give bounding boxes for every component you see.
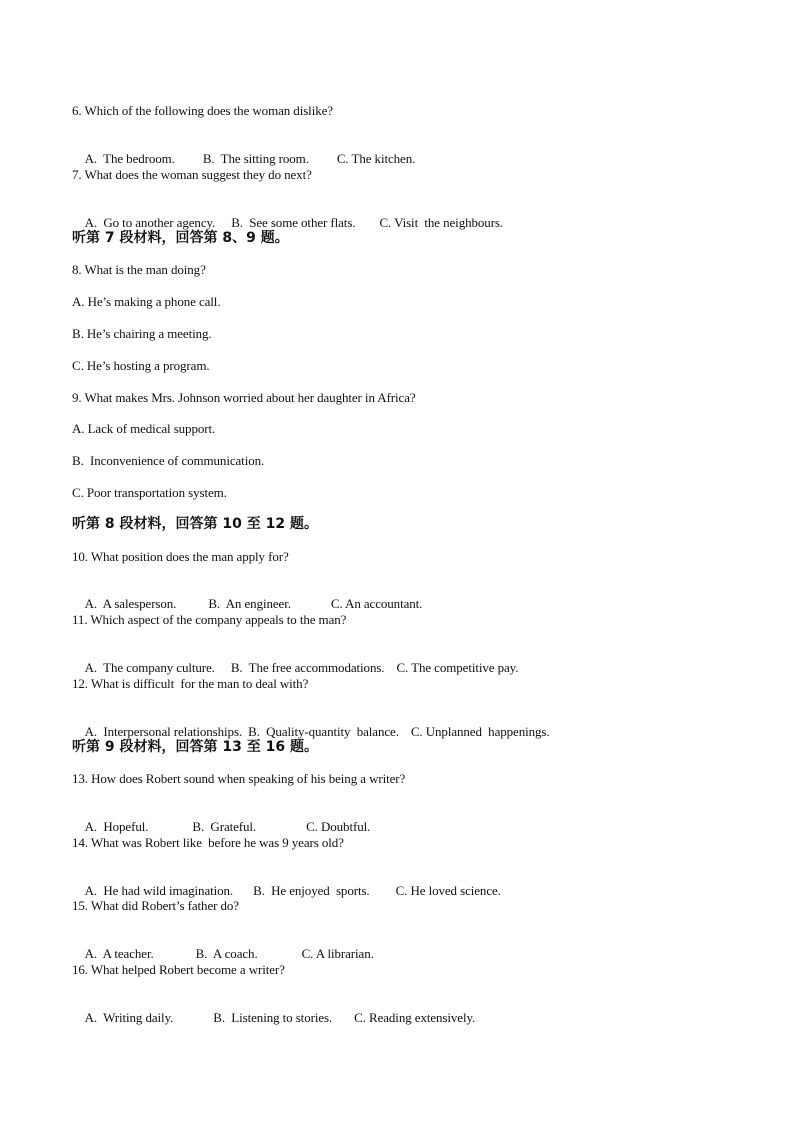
section-heading-9: 听第 9 段材料，回答第 13 至 16 题。 <box>72 739 318 755</box>
option-9b: B. Inconvenience of communication. <box>72 453 265 468</box>
option-15c: C. A librarian. <box>301 946 374 961</box>
option-16b: B. Listening to stories. <box>213 1010 333 1025</box>
options-16 <box>72 994 475 1042</box>
option-13c: C. Doubtful. <box>306 819 371 834</box>
option-12a: A. Interpersonal relationships. <box>84 724 243 739</box>
question-14: 14. What was Robert like before he was 9 years old? <box>72 835 344 850</box>
option-9a: A. Lack of medical support. <box>72 421 216 436</box>
option-10a: A. A salesperson. <box>84 596 177 611</box>
option-6c: C. The kitchen. <box>336 151 416 166</box>
option-6b: B. The sitting room. <box>202 151 309 166</box>
option-6a: A. The bedroom. <box>84 151 175 166</box>
option-9c: C. Poor transportation system. <box>72 485 227 500</box>
option-11b: B. The free accommodations. <box>230 660 385 675</box>
option-10c: C. An accountant. <box>330 596 423 611</box>
question-11: 11. Which aspect of the company appeals to the man? <box>72 612 347 627</box>
question-10: 10. What position does the man apply for? <box>72 549 289 564</box>
option-7a: A. Go to another agency. <box>84 215 216 230</box>
question-6: 6. Which of the following does the woman dislike? <box>72 103 333 118</box>
question-13: 13. How does Robert sound when speaking of his being a writer? <box>72 771 406 786</box>
option-8a: A. He’s making a phone call. <box>72 294 221 309</box>
option-11c: C. The competitive pay. <box>396 660 519 675</box>
question-15: 15. What did Robert’s father do? <box>72 898 239 913</box>
option-11a: A. The company culture. <box>84 660 215 675</box>
option-14b: B. He enjoyed sports. <box>253 883 370 898</box>
option-13a: A. Hopeful. <box>84 819 149 834</box>
option-14c: C. He loved science. <box>395 883 501 898</box>
question-8: 8. What is the man doing? <box>72 262 206 277</box>
option-7b: B. See some other flats. <box>231 215 356 230</box>
option-14a: A. He had wild imagination. <box>84 883 234 898</box>
option-10b: B. An engineer. <box>208 596 291 611</box>
question-16: 16. What helped Robert become a writer? <box>72 962 285 977</box>
option-16a: A. Writing daily. <box>84 1010 174 1025</box>
question-12: 12. What is difficult for the man to deal with? <box>72 676 309 691</box>
option-12b: B. Quality-quantity balance. <box>248 724 399 739</box>
section-heading-7: 听第 7 段材料，回答第 8、9 题。 <box>72 230 289 246</box>
option-15b: B. A coach. <box>195 946 258 961</box>
option-16c: C. Reading extensively. <box>354 1010 476 1025</box>
option-8b: B. He’s chairing a meeting. <box>72 326 212 341</box>
question-9: 9. What makes Mrs. Johnson worried about her daughter in Africa? <box>72 390 416 405</box>
question-7: 7. What does the woman suggest they do next? <box>72 167 312 182</box>
section-heading-8: 听第 8 段材料，回答第 10 至 12 题。 <box>72 516 318 532</box>
option-13b: B. Grateful. <box>192 819 257 834</box>
option-8c: C. He’s hosting a program. <box>72 358 210 373</box>
option-15a: A. A teacher. <box>84 946 154 961</box>
option-12c: C. Unplanned happenings. <box>410 724 550 739</box>
option-7c: C. Visit the neighbours. <box>379 215 504 230</box>
